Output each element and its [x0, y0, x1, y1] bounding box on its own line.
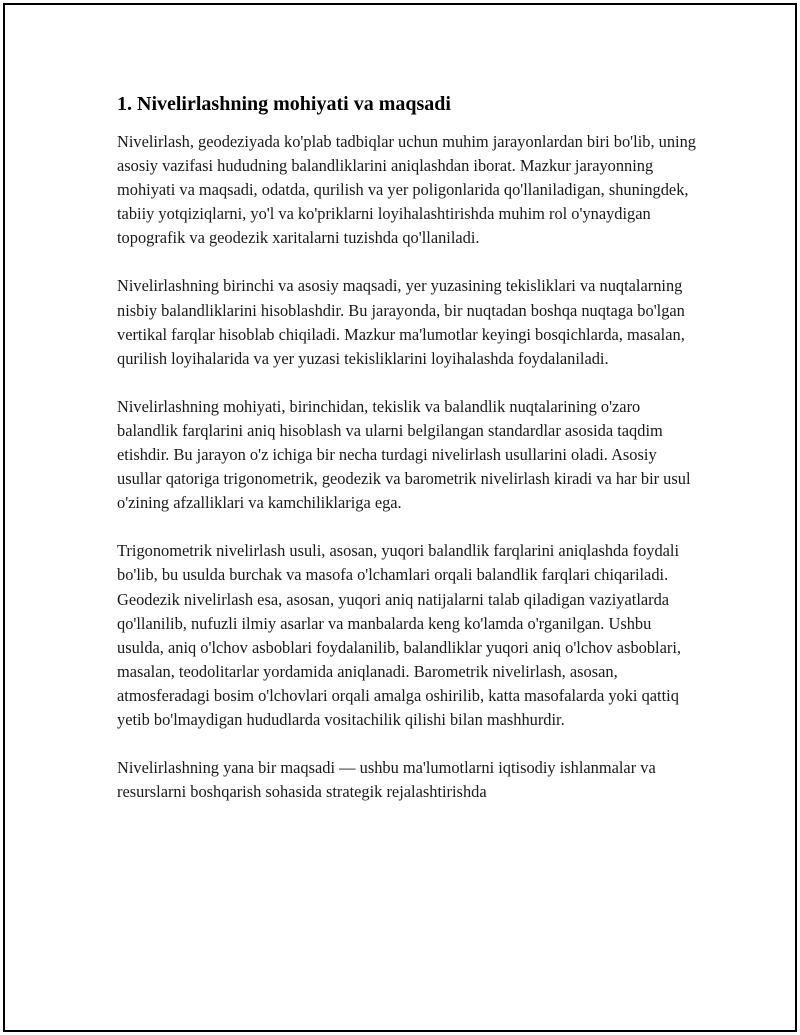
document-body	[117, 90, 702, 828]
paragraph-5: Nivelirlashning yana bir maqsadi — ushbu ma'lumotlarni iqtisodiy ishlanmalar va resurslarni boshqarish sohasida strategik rejalashtirishda	[117, 758, 656, 802]
paragraph-1: Nivelirlash, geodeziyada ko'plab tadbiqlar uchun muhim jarayonlardan biri bo'lib, uning asosiy vazifasi hududning balandliklarini aniqlashdan iborat. Mazkur jarayonning mohiyati va maqsadi, odatda, qurilish va yer poligonlarida qo'llaniladigan, shuningdek, tabiiy yotqiziqlarni, yo'l va ko'priklarni loyihalashtirishda muhim rol o'ynaydigan topografik va geodezik xaritalarni tuzishda qo'llaniladi.	[117, 132, 696, 248]
section-heading: 1. Nivelirlashning mohiyati va maqsadi	[117, 93, 451, 115]
paragraph-3: Nivelirlashning mohiyati, birinchidan, tekislik va balandlik nuqtalarining o'zaro balandlik farqlarini aniq hisoblash va ularni belgilangan standardlar asosida taqdim etishdir. Bu jarayon o'z ichiga bir necha turdagi nivelirlash usullarini oladi. Asosiy usullar qatoriga trigonometrik, geodezik va barometrik nivelirlash kiradi va har bir usul o'zining afzalliklari va kamchiliklariga ega.	[117, 396, 691, 513]
paragraph-2: Nivelirlashning birinchi va asosiy maqsadi, yer yuzasining tekisliklari va nuqtalarning nisbiy balandliklarini hisoblashdir. Bu jarayonda, bir nuqtadan boshqa nuqtaga bo'lgan vertikal farqlar hisoblab chiqiladi. Mazkur ma'lumotlar keyingi bosqichlarda, masalan, qurilish loyihalarida va yer yuzasi tekisliklarini loyihalashda foydalaniladi.	[117, 276, 685, 368]
paragraph-4: Trigonometrik nivelirlash usuli, asosan, yuqori balandlik farqlarini aniqlashda foydali bo'lib, bu usulda burchak va masofa o'lchamlari orqali balandlik farqlari chiqariladi. Geodezik nivelirlash esa, asosan, yuqori aniq natijalarni talab qiladigan vaziyatlarda qo'llanilib, nufuzli ilmiy asarlar va manbalarda keng ko'lamda o'rganilgan. Ushbu usulda, aniq o'lchov asboblari foydalanilib, balandliklar yuqori aniq o'lchov asboblari, masalan, teodolitarlar yordamida aniqlanadi. Barometrik nivelirlash, asosan, atmosferadagi bosim o'lchovlari orqali amalga oshirilib, katta masofalarda yoki qattiq yetib bo'lmaydigan hududlarda vositachilik qilishi bilan mashhurdir.	[117, 541, 681, 729]
